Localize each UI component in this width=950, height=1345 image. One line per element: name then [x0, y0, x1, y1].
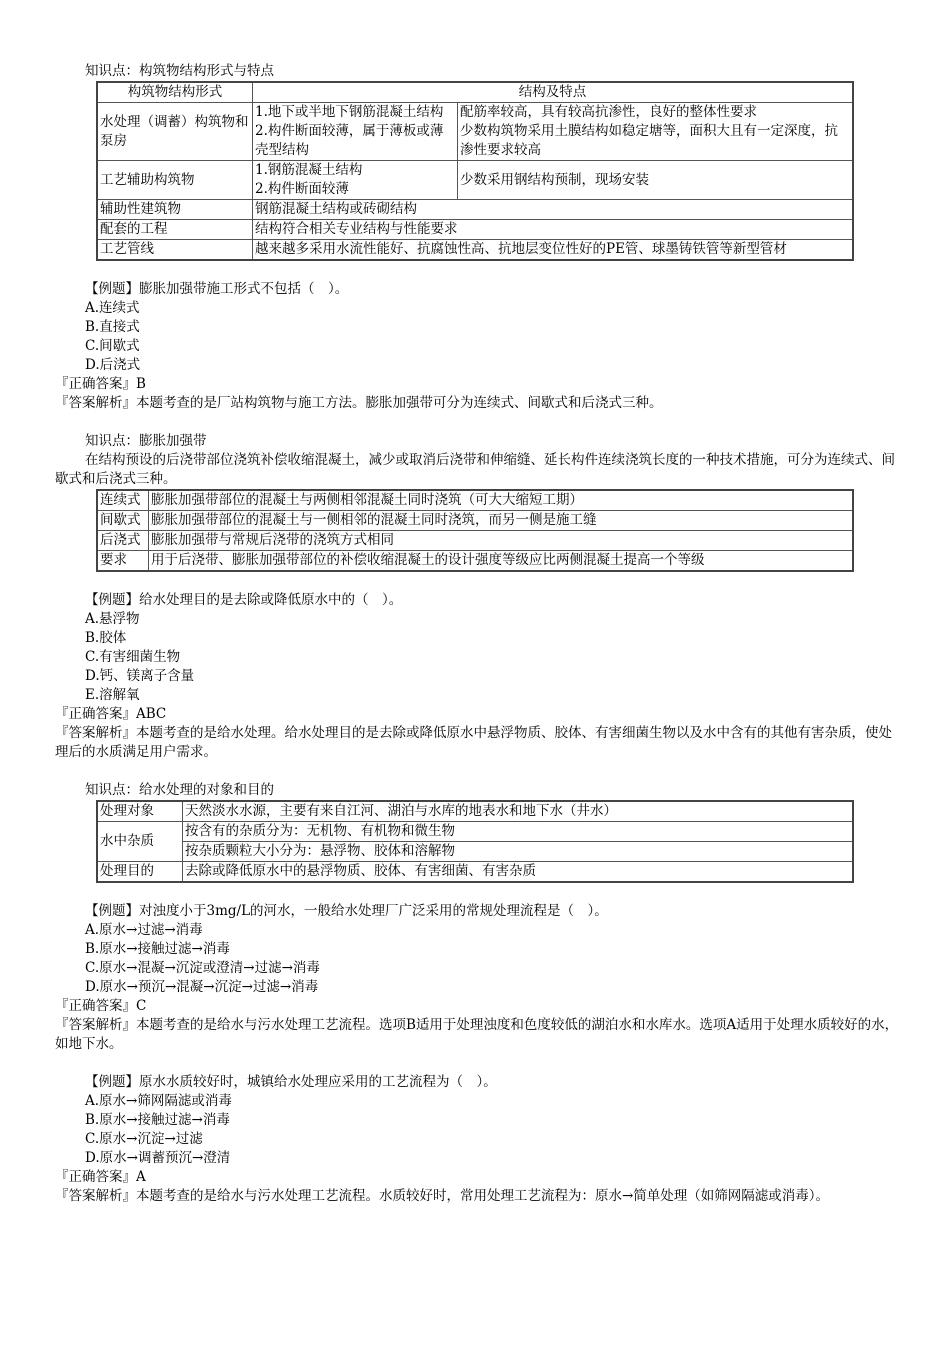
table-cell: 钢筋混凝土结构或砖砌结构 [253, 200, 854, 220]
table-cell [253, 103, 458, 161]
table-cell: 处理对象 [97, 801, 183, 822]
table-cell: 膨胀加强带部位的混凝土与一侧相邻的混凝土同时浇筑，而另一侧是施工缝 [149, 511, 854, 531]
kp3-title: 知识点：给水处理的对象和目的 [85, 782, 274, 798]
option-d: D.原水→预沉→混凝→沉淀→过滤→消毒 [85, 979, 319, 995]
question-text: 【例题】对浊度小于3mg/L的河水，一般给水处理厂广泛采用的常规处理流程是（ ）。 [85, 903, 608, 919]
table-row [97, 551, 853, 572]
document-page [55, 62, 900, 1206]
table-cell: 要求 [97, 551, 149, 572]
expansion-band-table [96, 489, 854, 572]
correct-answer: 『正确答案』A [55, 1169, 146, 1185]
table-cell: 工艺辅助构筑物 [97, 161, 253, 200]
table-row [97, 822, 853, 842]
table-cell: 膨胀加强带与常规后浇带的浇筑方式相同 [149, 531, 854, 551]
answer-analysis: 『答案解析』本题考查的是给水与污水处理工艺流程。水质较好时，常用处理工艺流程为：原水→简单处理（如筛网隔滤或消毒）。 [55, 1188, 830, 1204]
option-a: A.原水→过滤→消毒 [85, 922, 203, 938]
table-row [97, 862, 853, 883]
table-cell: 结构符合相关专业结构与性能要求 [253, 220, 854, 240]
option-c: C.原水→混凝→沉淀或澄清→过滤→消毒 [85, 960, 320, 976]
correct-answer: 『正确答案』ABC [55, 706, 167, 722]
option-c: C.有害细菌生物 [85, 649, 181, 665]
kp2-title: 知识点：膨胀加强带 [85, 433, 207, 449]
kp1-title: 知识点：构筑物结构形式与特点 [85, 63, 274, 79]
table-cell [253, 161, 458, 200]
option-b: B.原水→接触过滤→消毒 [85, 1112, 230, 1128]
option-d: D.钙、镁离子含量 [85, 668, 195, 684]
option-a: A.原水→筛网隔滤或消毒 [85, 1093, 232, 1109]
structure-table [96, 81, 854, 261]
option-b: B.原水→接触过滤→消毒 [85, 941, 230, 957]
table-cell: 水处理（调蓄）构筑物和泵房 [97, 103, 253, 161]
kp2-description: 在结构预设的后浇带部位浇筑补偿收缩混凝土，减少或取消后浇带和伸缩缝、延长构件连续浇筑长度的一种技术措施，可分为连续式、间歇式和后浇式三种。 [55, 452, 895, 487]
table-row [97, 490, 853, 511]
table-cell: 间歇式 [97, 511, 149, 531]
water-treatment-table [96, 800, 854, 883]
table-row [97, 220, 853, 240]
table-header-cell: 结构及特点 [253, 82, 854, 103]
correct-answer: 『正确答案』C [55, 998, 147, 1014]
cell-line: 2.构件断面较薄，属于薄板或薄壳型结构 [255, 123, 444, 158]
option-a: A.连续式 [85, 300, 140, 316]
cell-line: 少数构筑物采用土膜结构如稳定塘等，面积大且有一定深度，抗渗性要求较高 [460, 123, 838, 158]
table-header-cell: 构筑物结构形式 [97, 82, 253, 103]
option-d: D.原水→调蓄预沉→澄清 [85, 1150, 231, 1166]
question-text: 【例题】给水处理目的是去除或降低原水中的（ ）。 [85, 592, 403, 608]
table-cell: 水中杂质 [97, 822, 183, 862]
question-text: 【例题】膨胀加强带施工形式不包括（ ）。 [85, 281, 349, 297]
cell-line: 1.钢筋混凝土结构 [255, 162, 363, 178]
table-cell: 工艺管线 [97, 240, 253, 261]
table-row [97, 240, 853, 261]
table-cell: 按含有的杂质分为：无机物、有机物和微生物 [183, 822, 854, 842]
table-cell: 辅助性建筑物 [97, 200, 253, 220]
table-header-row [97, 82, 853, 103]
option-d: D.后浇式 [85, 357, 141, 373]
correct-answer: 『正确答案』B [55, 376, 146, 392]
question-text: 【例题】原水水质较好时，城镇给水处理应采用的工艺流程为（ ）。 [85, 1074, 497, 1090]
table-cell: 天然淡水水源，主要有来自江河、湖泊与水库的地表水和地下水（井水） [183, 801, 854, 822]
table-row [97, 200, 853, 220]
cell-line: 配筋率较高，具有较高抗渗性，良好的整体性要求 [460, 104, 757, 120]
cell-line: 1.地下或半地下钢筋混凝土结构 [255, 104, 444, 120]
table-cell [458, 103, 854, 161]
table-cell: 越来越多采用水流性能好、抗腐蚀性高、抗地层变位性好的PE管、球墨铸铁管等新型管材 [253, 240, 854, 261]
table-cell: 连续式 [97, 490, 149, 511]
table-cell: 膨胀加强带部位的混凝土与两侧相邻混凝土同时浇筑（可大大缩短工期） [149, 490, 854, 511]
option-c: C.间歇式 [85, 338, 140, 354]
option-c: C.原水→沉淀→过滤 [85, 1131, 203, 1147]
table-row [97, 801, 853, 822]
cell-line: 2.构件断面较薄 [255, 181, 349, 197]
table-cell: 用于后浇带、膨胀加强带部位的补偿收缩混凝土的设计强度等级应比两侧混凝土提高一个等级 [149, 551, 854, 572]
answer-analysis: 『答案解析』本题考查的是给水与污水处理工艺流程。选项B适用于处理浊度和色度较低的湖泊水和水库水。选项A适用于处理水质较好的水，如地下水。 [55, 1017, 899, 1052]
table-row [97, 842, 853, 862]
table-cell: 配套的工程 [97, 220, 253, 240]
table-row [97, 511, 853, 531]
table-row [97, 103, 853, 161]
answer-analysis: 『答案解析』本题考查的是给水处理。给水处理目的是去除或降低原水中悬浮物质、胶体、有害细菌生物以及水中含有的其他有害杂质，使处理后的水质满足用户需求。 [55, 725, 892, 760]
table-cell: 少数采用钢结构预制，现场安装 [458, 161, 854, 200]
table-cell: 后浇式 [97, 531, 149, 551]
table-cell: 处理目的 [97, 862, 183, 883]
table-cell: 去除或降低原水中的悬浮物质、胶体、有害细菌、有害杂质 [183, 862, 854, 883]
answer-analysis: 『答案解析』本题考查的是厂站构筑物与施工方法。膨胀加强带可分为连续式、间歇式和后浇式三种。 [55, 395, 663, 411]
table-row [97, 531, 853, 551]
option-e: E.溶解氧 [85, 687, 140, 703]
table-cell: 按杂质颗粒大小分为：悬浮物、胶体和溶解物 [183, 842, 854, 862]
option-a: A.悬浮物 [85, 611, 140, 627]
table-row [97, 161, 853, 200]
option-b: B.直接式 [85, 319, 140, 335]
option-b: B.胶体 [85, 630, 127, 646]
